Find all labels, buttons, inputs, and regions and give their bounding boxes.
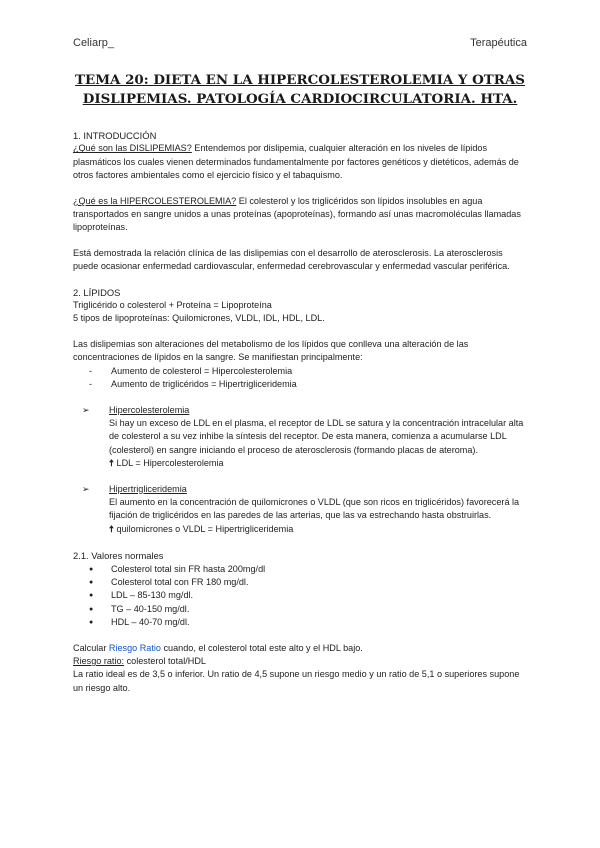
answer-dislipemias: Entendemos por dislipemia, cualquier alteración en los niveles de lípidos plasmáticos los cuales vienen determinados fundamentalmente por factores genéticos y dietéticos, además de otros factores ambientales como el ejercicio físico y el tabaquismo. bbox=[73, 143, 519, 181]
list-item: ● HDL – 40-70 mg/dl. bbox=[89, 616, 528, 629]
riesgo-ratio-link[interactable]: Riesgo Ratio bbox=[108, 642, 161, 653]
header-right: Terapéutica bbox=[470, 37, 527, 49]
result-text: quilomicrones o VLDL = Hipertrigliceridemia bbox=[113, 523, 294, 534]
lipidos-line-1: Triglicérido o colesterol + Proteína = Lipoproteína bbox=[73, 300, 272, 311]
calc-pre-text: Calcular bbox=[73, 642, 109, 653]
arrow-bullet-icon: ➢ bbox=[82, 483, 90, 494]
list-item: - Aumento de colesterol = Hipercolesterolemia bbox=[89, 365, 528, 378]
question-hipercolesterolemia: ¿Qué es la HIPERCOLESTEROLEMIA? bbox=[73, 195, 237, 206]
lipidos-line-2: 5 tipos de lipoproteínas: Quilomicrones, VLDL, IDL, HDL, LDL. bbox=[73, 313, 325, 324]
hipertrigliceridemia-body: El aumento en la concentración de quilomicrones o VLDL (que son ricos en triglicéridos) favorecerá la fijación de triglicéridos en las paredes de las arterias, que las va estrechando hasta obstruirlas. bbox=[109, 496, 520, 521]
hipertrigliceridemia-block bbox=[73, 483, 528, 537]
title-line-1: TEMA 20: DIETA EN LA HIPERCOLESTEROLEMIA Y OTRAS bbox=[75, 72, 525, 88]
answer-hipercolesterolemia: El colesterol y los triglicéridos son lípidos insolubles en agua transportados en sangre unidos a unas proteínas (apoproteínas), formando así unas macromoléculas llamadas lipoproteínas. bbox=[73, 195, 521, 233]
ratio-label: Riesgo ratio: bbox=[73, 656, 125, 666]
intro-heading: 1. INTRODUCCIÓN bbox=[73, 130, 157, 141]
hipercolesterolemia-body: Si hay un exceso de LDL en el plasma, el receptor de LDL se satura y la concentración intracelular alta de colesterol a su vez inhibe la síntesis del receptor. De esta manera, comienza a acumularse LDL (colesterol) en sangre iniciando el proceso de aterosclerosis (formando placas de ateroma). bbox=[109, 417, 524, 455]
hipercolesterolemia-block bbox=[73, 404, 528, 471]
list-item: - Aumento de triglicéridos = Hipertrigliceridemia bbox=[89, 378, 528, 391]
hipertrigliceridemia-result bbox=[109, 523, 528, 536]
calc-post-text: cuando, el colesterol total este alto y el HDL bajo. bbox=[160, 642, 363, 653]
list-item: ● LDL – 85-130 mg/dl. bbox=[89, 589, 528, 602]
list-item: ● Colesterol total sin FR hasta 200mg/dl bbox=[89, 563, 528, 576]
arrow-bullet-icon: ➢ bbox=[82, 404, 90, 415]
result-text: LDL = Hipercolesterolemia bbox=[113, 458, 224, 469]
ratio-paragraph: La ratio ideal es de 3,5 o inferior. Un ratio de 4,5 supone un riesgo medio y un ratio de 5,1 o superiores supone un riesgo alto. bbox=[73, 669, 520, 693]
up-arrow-icon: 🠅 bbox=[109, 458, 114, 469]
list-item: ● TG – 40-150 mg/dl. bbox=[89, 603, 528, 616]
intro-paragraph-1 bbox=[73, 142, 528, 182]
list-item: ● Colesterol total con FR 180 mg/dl. bbox=[89, 576, 528, 589]
up-arrow-icon: 🠅 bbox=[109, 523, 114, 534]
title-line-2: DISLIPEMIAS. PATOLOGÍA CARDIOCIRCULATORIA. HTA. bbox=[82, 91, 518, 107]
intro-paragraph-2 bbox=[73, 195, 528, 235]
ratio-line bbox=[73, 655, 528, 668]
ratio-formula: colesterol total/HDL bbox=[124, 656, 206, 666]
lipidos-heading: 2. LÍPIDOS bbox=[73, 286, 121, 298]
hipertrigliceridemia-title: Hipertrigliceridemia bbox=[109, 483, 187, 494]
header-left: Celiarp_ bbox=[73, 37, 114, 49]
document-body bbox=[73, 129, 528, 695]
lipidos-paragraph: Las dislipemias son alteraciones del metabolismo de los lípidos que conlleva una alteración de las concentraciones de lípidos en la sangre. Se manifiestan principalmente: bbox=[73, 338, 469, 363]
question-dislipemias: ¿Qué son las DISLIPEMIAS? bbox=[73, 143, 192, 154]
valores-list bbox=[73, 563, 528, 630]
hipercolesterolemia-title: Hipercolesterolemia bbox=[109, 404, 190, 415]
hipercolesterolemia-result bbox=[109, 457, 528, 470]
intro-paragraph-3: Está demostrada la relación clínica de las dislipemias con el desarrollo de aterosclerosis. La aterosclerosis puede ocasionar enfermedad cardiovascular, enfermedad cerebrovascular y enfermedad vascular periférica. bbox=[73, 247, 510, 272]
valores-heading: 2.1. Valores normales bbox=[73, 550, 164, 562]
calcular-line bbox=[73, 642, 528, 655]
manifestations-list bbox=[73, 365, 528, 392]
page-title bbox=[60, 71, 540, 109]
